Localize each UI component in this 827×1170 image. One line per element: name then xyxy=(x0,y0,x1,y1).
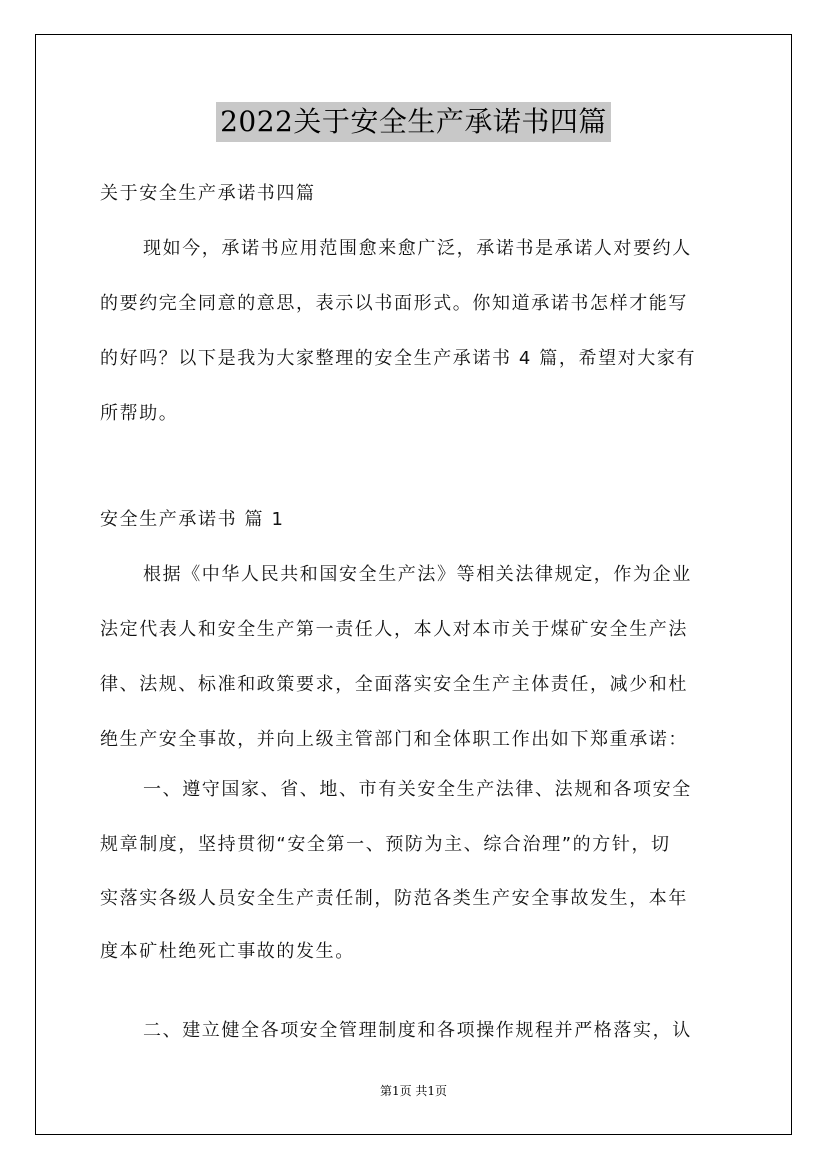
paragraph-line: 律、法规、标准和政策要求，全面落实安全生产主体责任，减少和杜 xyxy=(100,674,688,695)
intro-line: 的要约完全同意的意思，表示以书面形式。你知道承诺书怎样才能写 xyxy=(100,293,688,314)
paragraph-line: 二、建立健全各项安全管理制度和各项操作规程并严格落实，认 xyxy=(143,1020,692,1041)
intro-line: 的好吗？以下是我为大家整理的安全生产承诺书 4 篇，希望对大家有 xyxy=(100,348,697,369)
intro-line: 所帮助。 xyxy=(100,403,179,424)
paragraph-line: 一、遵守国家、省、地、市有关安全生产法律、法规和各项安全 xyxy=(143,779,692,800)
document-subtitle: 关于安全生产承诺书四篇 xyxy=(100,183,316,204)
paragraph-line: 绝生产安全事故，并向上级主管部门和全体职工作出如下郑重承诺： xyxy=(100,729,688,750)
title-container xyxy=(0,102,827,142)
paragraph-line: 实落实各级人员安全生产责任制，防范各类生产安全事故发生，本年 xyxy=(100,888,688,909)
intro-line: 现如今，承诺书应用范围愈来愈广泛，承诺书是承诺人对要约人 xyxy=(143,238,692,259)
paragraph-line: 规章制度，坚持贯彻“安全第一、预防为主、综合治理”的方针，切 xyxy=(100,834,671,855)
section-heading: 安全生产承诺书 篇 1 xyxy=(100,509,285,530)
paragraph-line: 度本矿杜绝死亡事故的发生。 xyxy=(100,941,355,962)
paragraph-line: 根据《中华人民共和国安全生产法》等相关法律规定，作为企业 xyxy=(143,564,692,585)
paragraph-line: 法定代表人和安全生产第一责任人，本人对本市关于煤矿安全生产法 xyxy=(100,619,688,640)
page-number-footer: 第1页 共1页 xyxy=(379,1084,448,1098)
document-title: 2022关于安全生产承诺书四篇 xyxy=(216,102,611,142)
